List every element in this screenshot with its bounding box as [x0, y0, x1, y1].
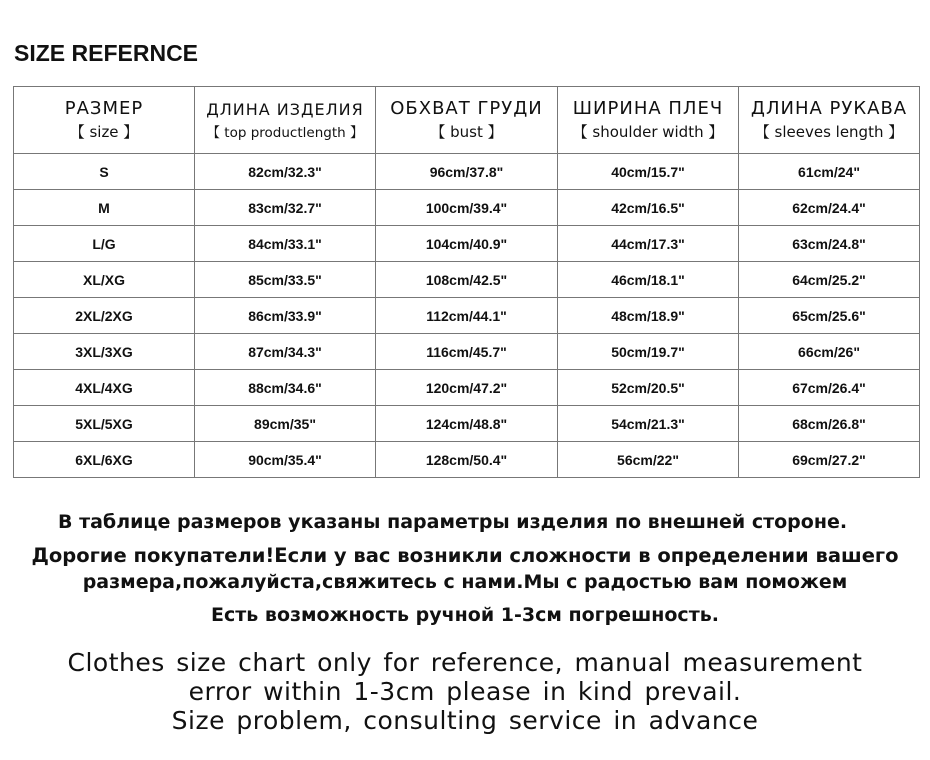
cell-sleeve: 67cm/26.4" [739, 370, 920, 406]
header-shoulder-ru: ШИРИНА ПЛЕЧ [572, 98, 724, 119]
header-shoulder-en: 【 shoulder width 】 [572, 123, 724, 141]
cell-length: 83cm/32.7" [195, 190, 376, 226]
cell-bust: 124cm/48.8" [376, 406, 558, 442]
table-row [14, 190, 920, 226]
cell-size: 4XL/4XG [14, 370, 195, 406]
cell-sleeve: 65cm/25.6" [739, 298, 920, 334]
cell-size: L/G [14, 226, 195, 262]
note-en-2: error within 1-3cm please in kind prevail. [188, 677, 742, 706]
cell-bust: 96cm/37.8" [376, 154, 558, 190]
page-title: SIZE REFERNCE [14, 40, 199, 66]
table-row [14, 154, 920, 190]
cell-shoulder: 44cm/17.3" [558, 226, 739, 262]
cell-bust: 100cm/39.4" [376, 190, 558, 226]
cell-bust: 108cm/42.5" [376, 262, 558, 298]
table-row [14, 226, 920, 262]
header-size-en: 【 size 】 [69, 123, 139, 141]
table-row [14, 262, 920, 298]
note-en-1: Clothes size chart only for reference, manual measurement [67, 648, 863, 677]
cell-length: 82cm/32.3" [195, 154, 376, 190]
cell-bust: 116cm/45.7" [376, 334, 558, 370]
cell-shoulder: 52cm/20.5" [558, 370, 739, 406]
cell-sleeve: 64cm/25.2" [739, 262, 920, 298]
cell-shoulder: 54cm/21.3" [558, 406, 739, 442]
header-sleeve-ru: ДЛИНА РУКАВА [750, 98, 908, 119]
header-size [14, 87, 195, 154]
cell-size: XL/XG [14, 262, 195, 298]
note-ru-2: Дорогие покупатели!Если у вас возникли сложности в определении вашего [31, 544, 899, 567]
cell-sleeve: 63cm/24.8" [739, 226, 920, 262]
cell-sleeve: 61cm/24" [739, 154, 920, 190]
note-ru-1: В таблице размеров указаны параметры изделия по внешней стороне. [58, 511, 848, 533]
cell-sleeve: 68cm/26.8" [739, 406, 920, 442]
cell-shoulder: 40cm/15.7" [558, 154, 739, 190]
size-table [13, 86, 920, 478]
table-header-row [14, 87, 920, 154]
cell-size: 3XL/3XG [14, 334, 195, 370]
cell-size: 5XL/5XG [14, 406, 195, 442]
header-length [195, 87, 376, 154]
cell-shoulder: 42cm/16.5" [558, 190, 739, 226]
cell-length: 90cm/35.4" [195, 442, 376, 478]
cell-bust: 120cm/47.2" [376, 370, 558, 406]
cell-bust: 128cm/50.4" [376, 442, 558, 478]
note-ru-3: размера,пожалуйста,свяжитесь с нами.Мы с радостью вам поможем [82, 571, 848, 593]
cell-length: 87cm/34.3" [195, 334, 376, 370]
cell-size: S [14, 154, 195, 190]
cell-length: 84cm/33.1" [195, 226, 376, 262]
header-sleeve [739, 87, 920, 154]
header-bust-en: 【 bust 】 [430, 123, 503, 141]
cell-length: 85cm/33.5" [195, 262, 376, 298]
header-bust-ru: ОБХВАТ ГРУДИ [390, 98, 543, 119]
cell-size: M [14, 190, 195, 226]
header-bust [376, 87, 558, 154]
table-row [14, 442, 920, 478]
cell-bust: 112cm/44.1" [376, 298, 558, 334]
cell-sleeve: 69cm/27.2" [739, 442, 920, 478]
cell-sleeve: 62cm/24.4" [739, 190, 920, 226]
header-length-en: 【 top productlength 】 [206, 124, 364, 141]
header-length-ru: ДЛИНА ИЗДЕЛИЯ [206, 99, 364, 119]
cell-length: 86cm/33.9" [195, 298, 376, 334]
cell-shoulder: 46cm/18.1" [558, 262, 739, 298]
table-row [14, 298, 920, 334]
note-en-3: Size problem, consulting service in advance [171, 706, 759, 735]
cell-length: 88cm/34.6" [195, 370, 376, 406]
cell-size: 2XL/2XG [14, 298, 195, 334]
table-row [14, 406, 920, 442]
cell-bust: 104cm/40.9" [376, 226, 558, 262]
cell-length: 89cm/35" [195, 406, 376, 442]
note-ru-4: Есть возможность ручной 1-3см погрешность. [211, 604, 719, 626]
cell-sleeve: 66cm/26" [739, 334, 920, 370]
header-shoulder [558, 87, 739, 154]
cell-shoulder: 56cm/22" [558, 442, 739, 478]
cell-size: 6XL/6XG [14, 442, 195, 478]
header-size-ru: РАЗМЕР [64, 98, 144, 119]
cell-shoulder: 48cm/18.9" [558, 298, 739, 334]
table-row [14, 370, 920, 406]
cell-shoulder: 50cm/19.7" [558, 334, 739, 370]
table-row [14, 334, 920, 370]
header-sleeve-en: 【 sleeves length 】 [754, 123, 904, 141]
